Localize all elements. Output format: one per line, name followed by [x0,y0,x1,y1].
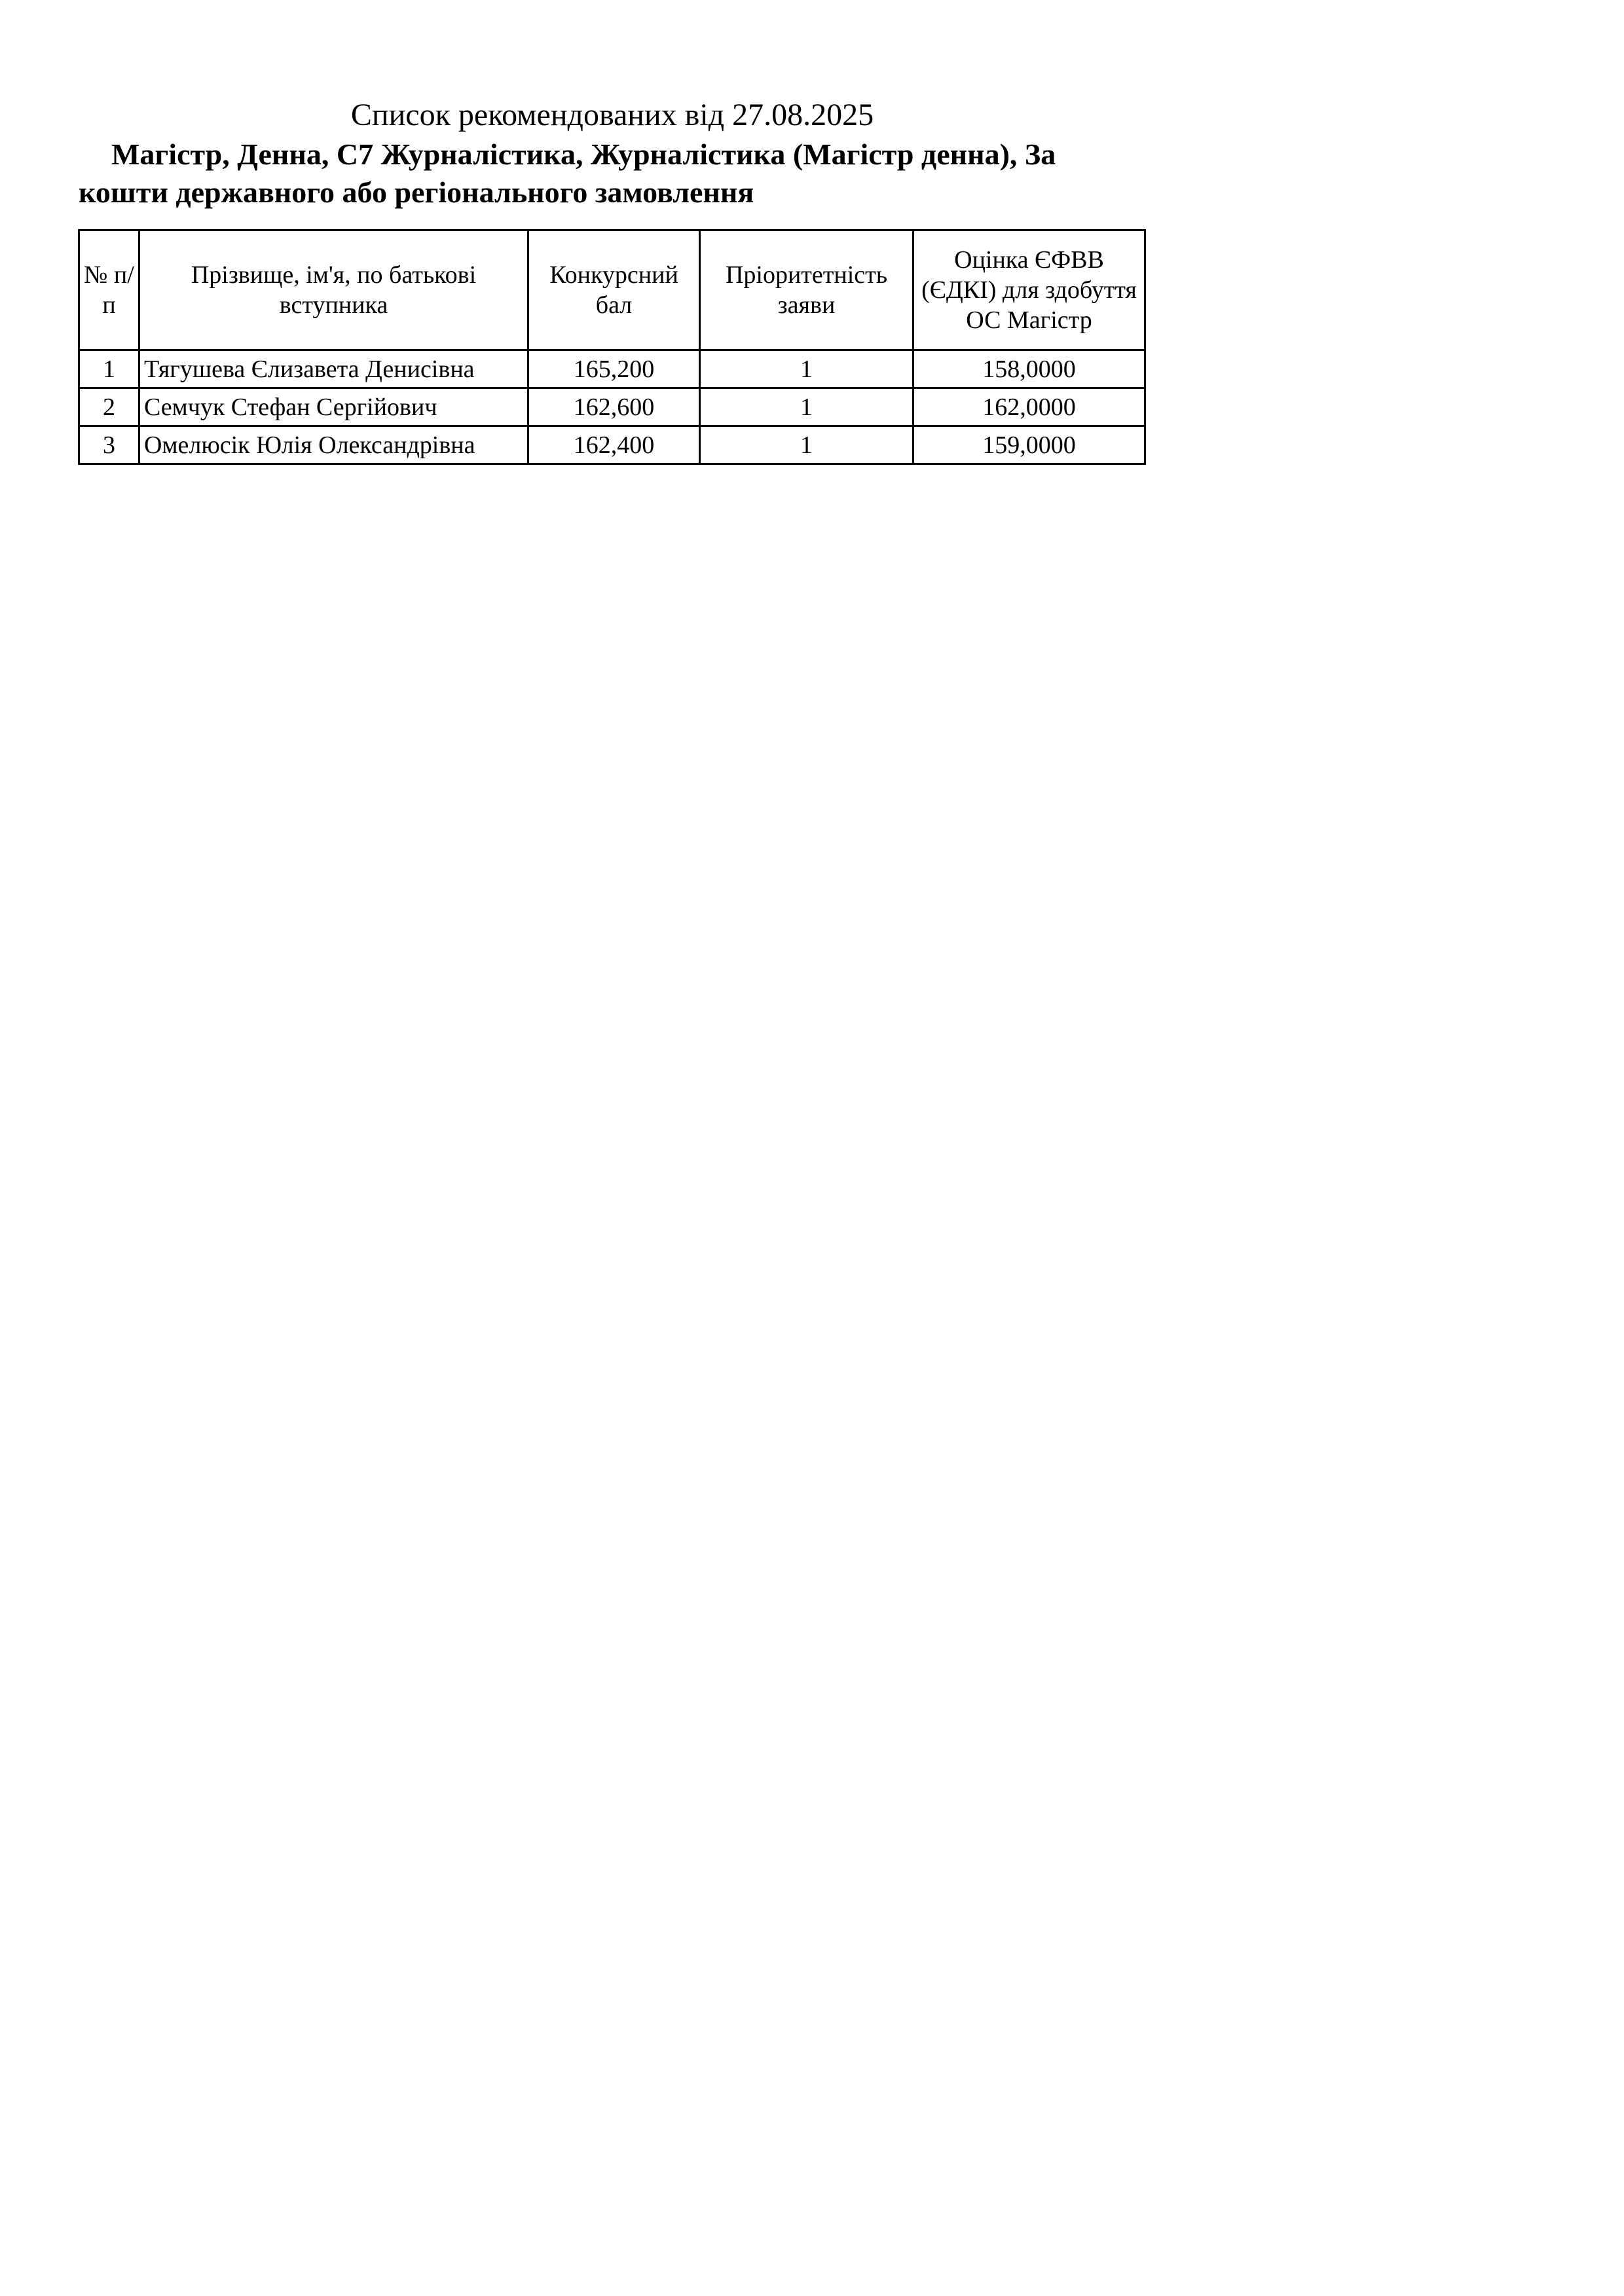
header-exam-evaluation: Оцінка ЄФВВ (ЄДКІ) для здобуття ОС Магістр [913,230,1145,350]
application-priority: 1 [700,388,913,426]
applicant-name: Тягушева Єлизавета Денисівна [139,350,528,388]
row-number: 1 [79,350,139,388]
applicant-name: Семчук Стефан Сергійович [139,388,528,426]
subtitle-line-1: Магістр, Денна, С7 Журналістика, Журналістика (Магістр денна), За [111,137,1056,171]
row-number: 2 [79,388,139,426]
application-priority: 1 [700,426,913,464]
competitive-score: 162,600 [528,388,700,426]
competitive-score: 162,400 [528,426,700,464]
competitive-score: 165,200 [528,350,700,388]
header-number: № п/п [79,230,139,350]
exam-evaluation: 158,0000 [913,350,1145,388]
header-full-name: Прізвище, ім'я, по батькові вступника [139,230,528,350]
application-priority: 1 [700,350,913,388]
exam-evaluation: 159,0000 [913,426,1145,464]
header-application-priority: Пріоритетність заяви [700,230,913,350]
subtitle-line-2: кошти державного або регіонального замовлення [79,175,754,209]
table-header-row [79,230,1145,350]
table-row [79,426,1145,464]
exam-evaluation: 162,0000 [913,388,1145,426]
table-row [79,350,1145,388]
table-row [79,388,1145,426]
recommended-list-table [78,229,1146,465]
row-number: 3 [79,426,139,464]
header-competitive-score: Конкурсний бал [528,230,700,350]
document-title: Список рекомендованих від 27.08.2025 [350,98,874,132]
document-subtitle [79,136,1153,211]
applicant-name: Омелюсік Юлія Олександрівна [139,426,528,464]
